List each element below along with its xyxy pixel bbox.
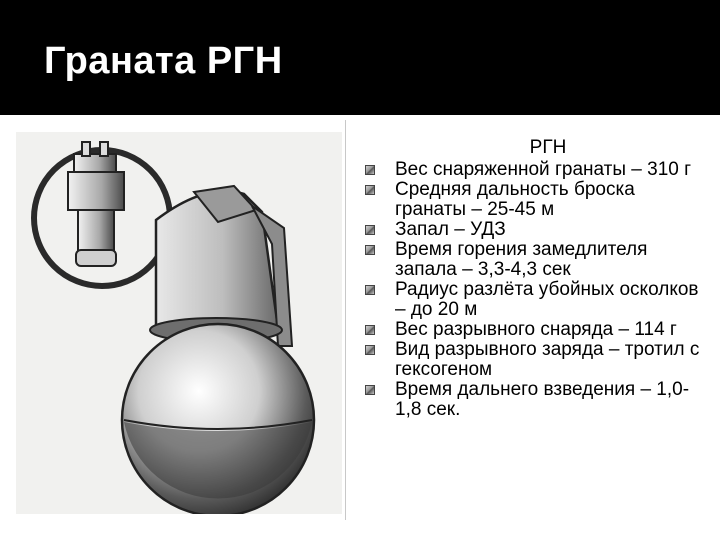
grenade-drawing — [16, 132, 342, 514]
bullet-icon — [365, 185, 375, 195]
spec-item: Вес снаряженной гранаты – 310 г — [365, 160, 705, 180]
bullet-icon — [365, 345, 375, 355]
specs-heading: РГН — [529, 137, 567, 158]
bullet-icon — [365, 225, 375, 235]
spec-item: Вес разрывного снаряда – 114 г — [365, 320, 705, 340]
spec-item: Запал – УДЗ — [365, 220, 705, 240]
bullet-icon — [365, 385, 375, 395]
spec-item: Вид разрывного заряда – тротил с гексогеном — [365, 340, 705, 380]
grenade-illustration — [16, 132, 342, 514]
specs-list — [365, 160, 705, 420]
bullet-icon — [365, 285, 375, 295]
spec-item: Время дальнего взведения – 1,0-1,8 сек. — [365, 380, 705, 420]
divider-line — [345, 120, 346, 520]
slide-title: Граната РГН — [44, 40, 283, 82]
fuse-cap — [68, 142, 124, 266]
spec-item: Средняя дальность броска гранаты – 25-45 м — [365, 180, 705, 220]
spec-item: Время горения замедлителя запала – 3,3-4,3 сек — [365, 240, 705, 280]
bullet-icon — [365, 325, 375, 335]
specs-panel — [365, 138, 705, 420]
slide-header — [0, 0, 720, 112]
bullet-icon — [365, 165, 375, 175]
header-divider — [0, 112, 720, 115]
spec-item: Радиус разлёта убойных осколков – до 20 м — [365, 280, 705, 320]
bullet-icon — [365, 245, 375, 255]
